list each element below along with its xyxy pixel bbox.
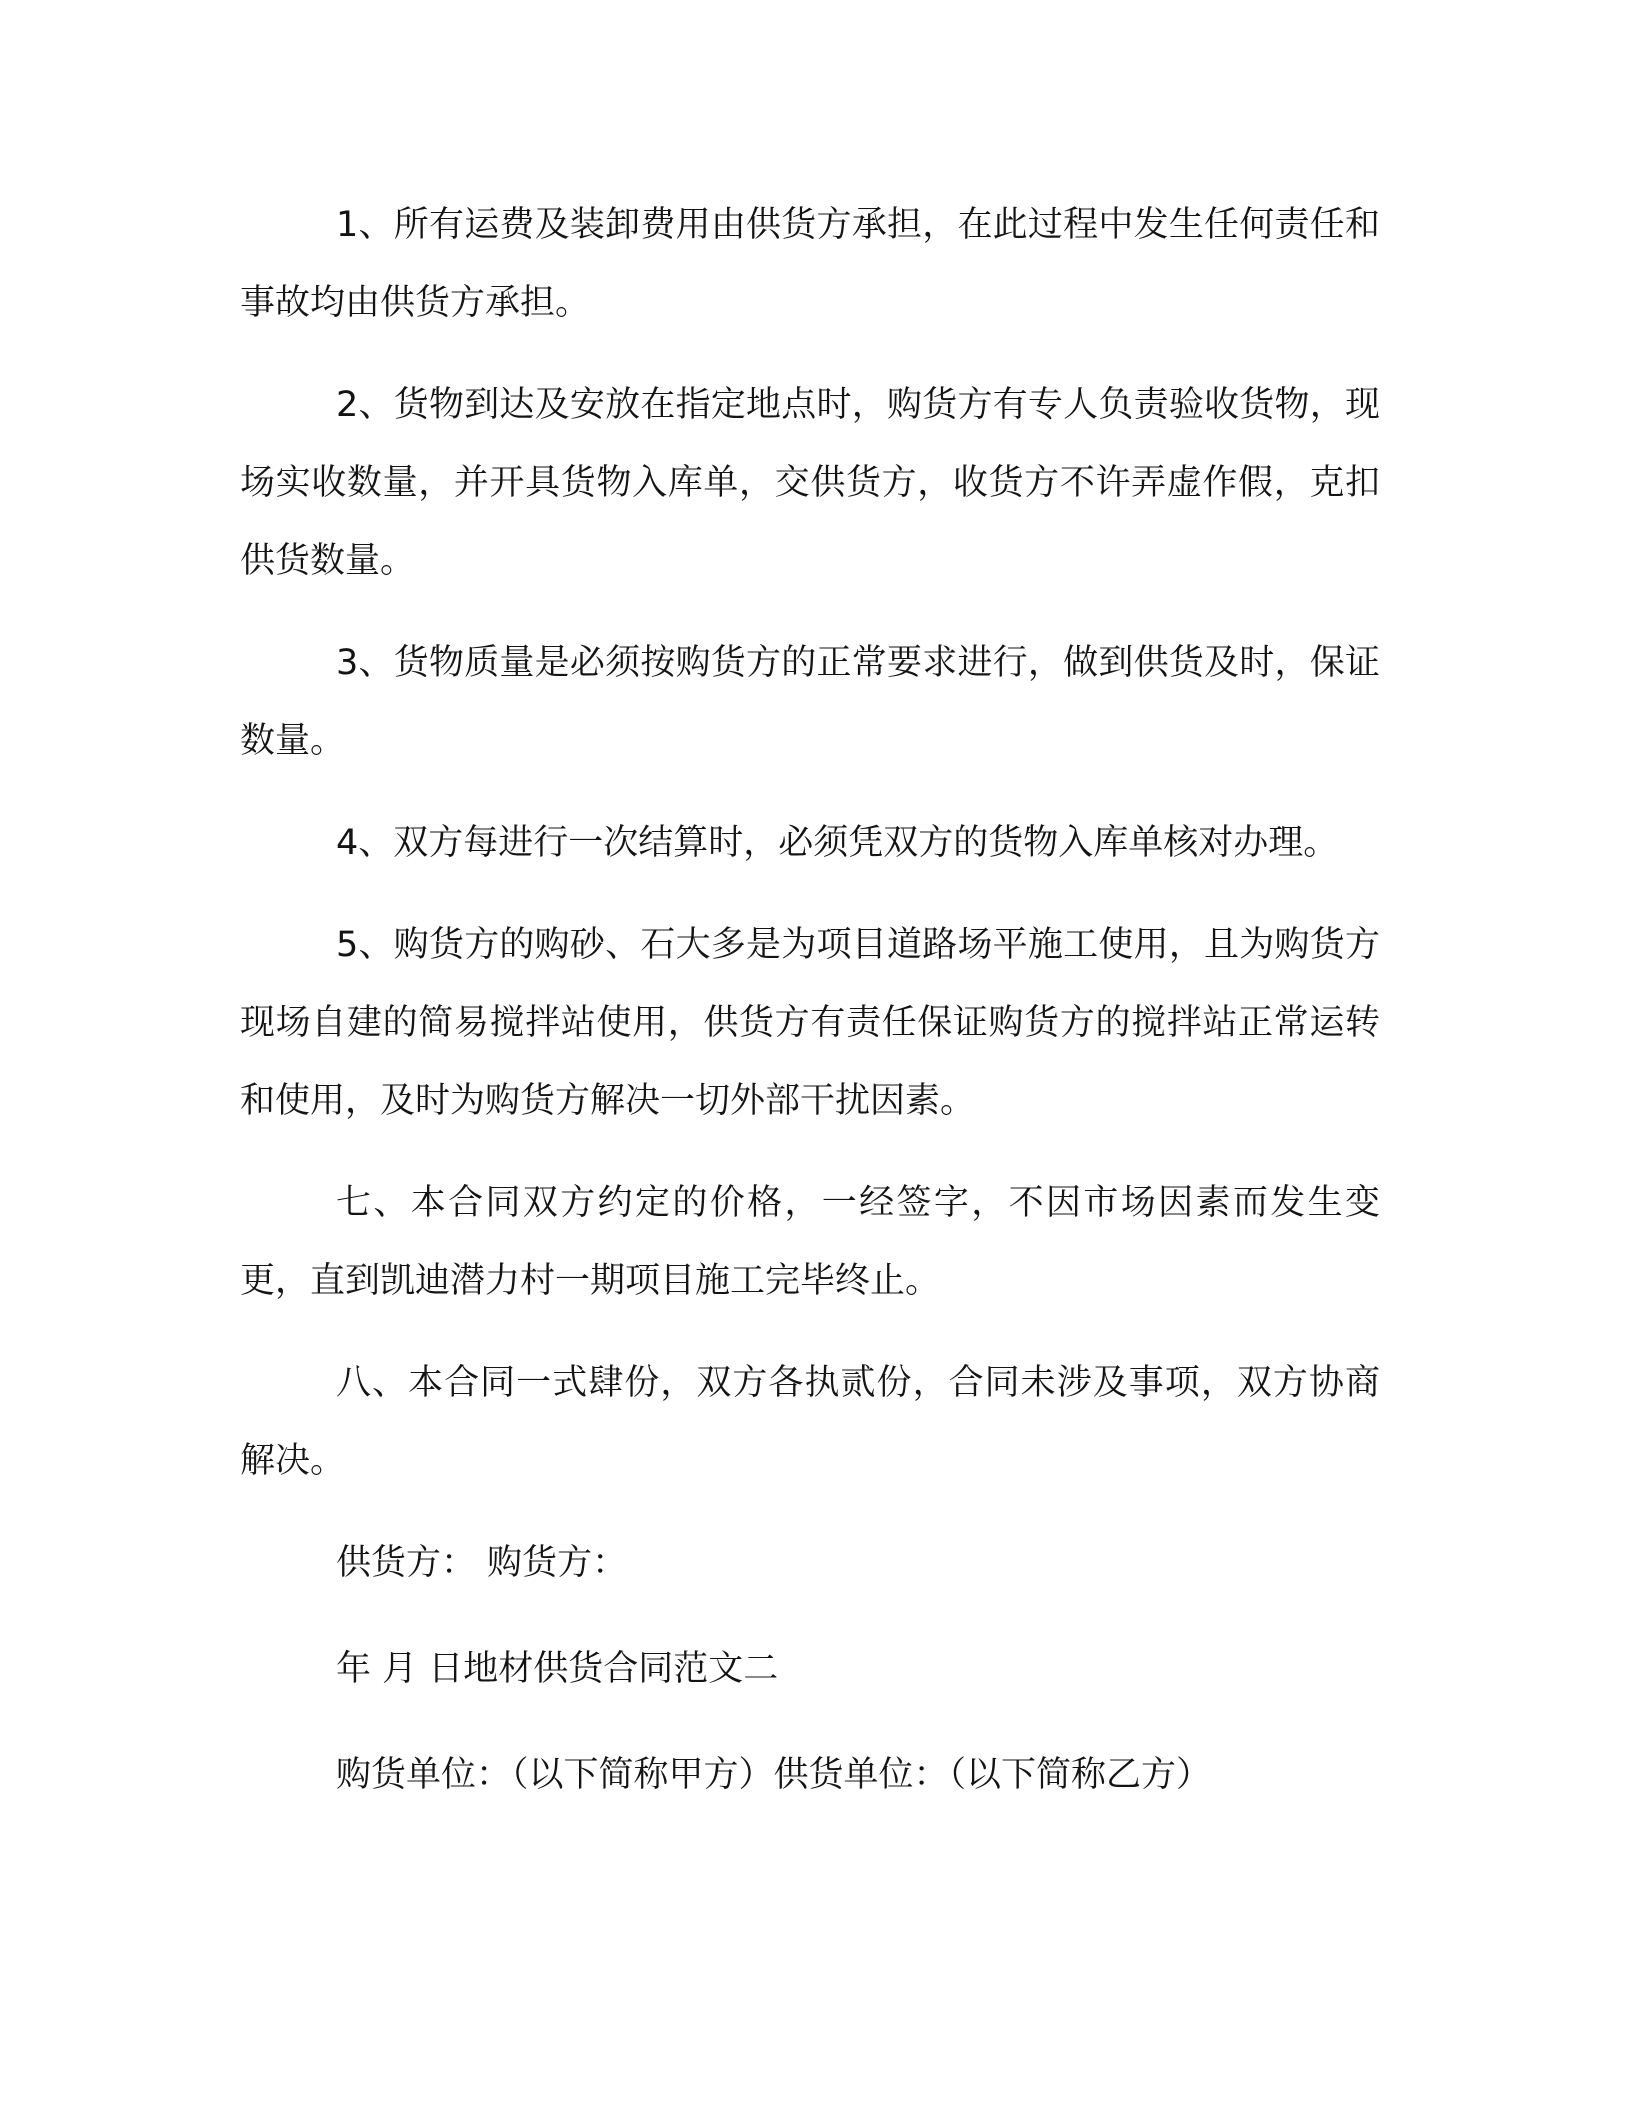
- clause-1: 1、所有运费及装卸费用由供货方承担，在此过程中发生任何责任和事故均由供货方承担。: [240, 205, 1380, 323]
- clause-7: 七、本合同双方约定的价格，一经签字，不因市场因素而发生变更，直到凯迪潜力村一期项目施工完毕终止。: [240, 1183, 1380, 1301]
- parties-line: 购货单位：（以下简称甲方）供货单位：（以下简称乙方）: [336, 1755, 1212, 1795]
- date-and-title-line: 年 月 日地材供货合同范文二: [336, 1649, 779, 1689]
- clause-4: 4、双方每进行一次结算时，必须凭双方的货物入库单核对办理。: [336, 823, 1339, 863]
- clause-8: 八、本合同一式肆份，双方各执贰份，合同未涉及事项，双方协商解决。: [240, 1363, 1380, 1481]
- signature-line: 供货方： 购货方：: [336, 1543, 628, 1583]
- clause-5: 5、购货方的购砂、石大多是为项目道路场平施工使用，且为购货方现场自建的简易搅拌站使用，供货方有责任保证购货方的搅拌站正常运转和使用，及时为购货方解决一切外部干扰因素。: [240, 925, 1380, 1121]
- clause-3: 3、货物质量是必须按购货方的正常要求进行，做到供货及时，保证数量。: [240, 643, 1380, 761]
- clause-2: 2、货物到达及安放在指定地点时，购货方有专人负责验收货物，现场实收数量，并开具货物入库单，交供货方，收货方不许弄虚作假，克扣供货数量。: [240, 385, 1380, 581]
- document-body: [240, 186, 1380, 1842]
